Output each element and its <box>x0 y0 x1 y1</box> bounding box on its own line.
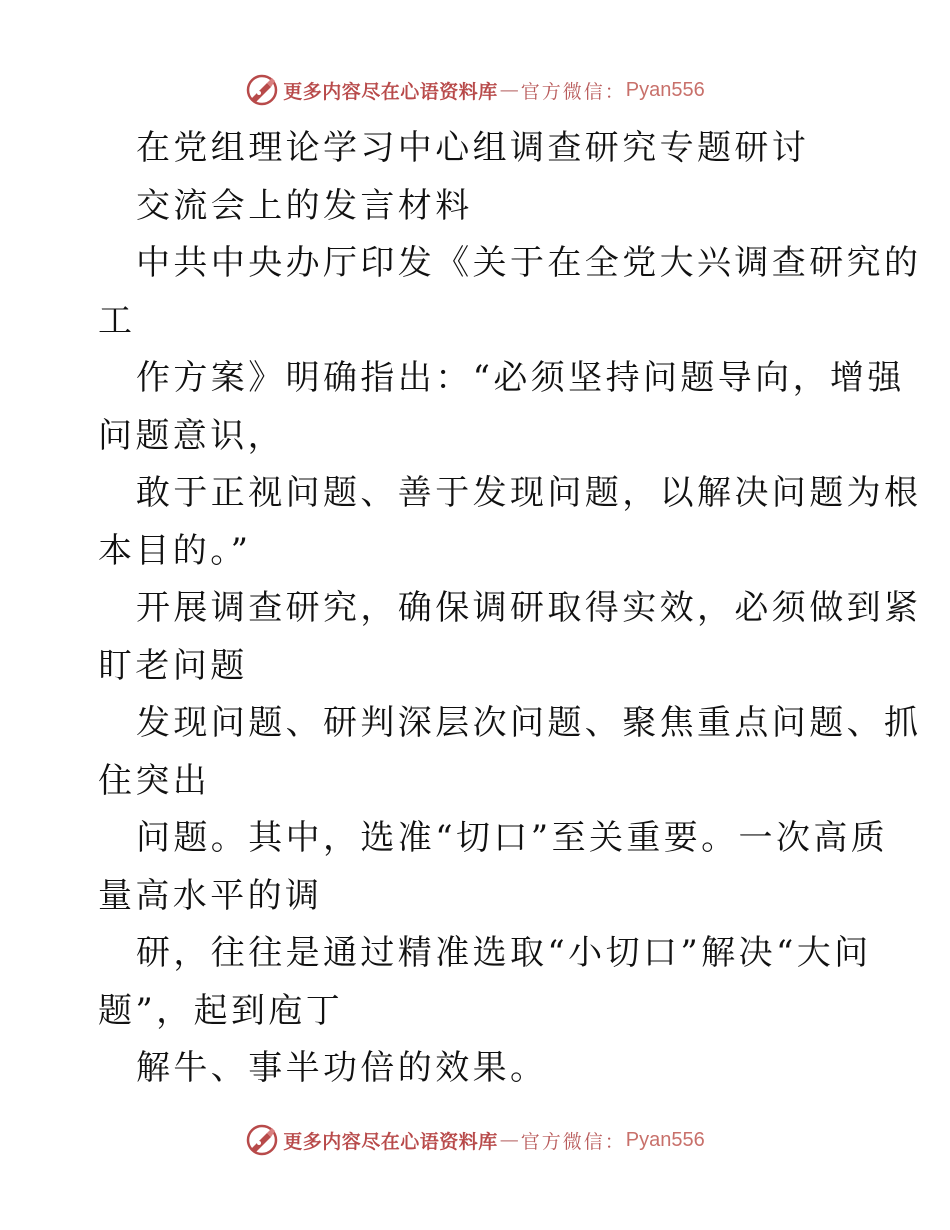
paragraph-line: 开展调查研究，确保调研取得实效，必须做到紧 <box>136 588 922 628</box>
paragraph-line: 解牛、事半功倍的效果。 <box>136 1048 548 1088</box>
paragraph-line: 敢于正视问题、善于发现问题，以解决问题为根 <box>136 473 922 513</box>
document-body <box>98 120 922 1098</box>
paragraph-line: 本目的。” <box>98 530 252 571</box>
paragraph-line: 盯老问题 <box>98 645 248 686</box>
banner-brand-text: 更多内容尽在心语资料库 <box>283 1130 498 1153</box>
paragraph-line: 问题。其中，选准“切口”至关重要。一次高质 <box>136 818 889 858</box>
banner-separator: — <box>499 1129 519 1151</box>
paragraph-line: 研，往往是通过精准选取“小切口”解决“大问 <box>136 933 872 973</box>
paragraph-line: 题”，起到庖丁 <box>98 990 344 1031</box>
paragraph-line: 住突出 <box>98 760 211 801</box>
paragraph-line: 中共中央办厅印发《关于在全党大兴调查研究的 <box>136 243 922 283</box>
banner-wechat-id: Pyan556 <box>625 1128 705 1151</box>
banner-wechat-label: 官方微信： <box>520 1130 626 1153</box>
pen-nib-logo-icon <box>245 73 279 107</box>
title-line-1: 在党组理论学习中心组调查研究专题研讨 <box>136 128 810 168</box>
paragraph-line: 量高水平的调 <box>98 875 323 916</box>
banner-brand-text: 更多内容尽在心语资料库 <box>283 80 498 103</box>
pen-nib-logo-icon <box>245 1123 279 1157</box>
banner-separator: — <box>499 79 519 101</box>
paragraph-line: 工 <box>98 300 136 341</box>
banner-wechat-label: 官方微信： <box>520 80 626 103</box>
paragraph-line: 作方案》明确指出：“必须坚持问题导向，增强 <box>136 358 905 398</box>
paragraph-line: 问题意识， <box>98 415 285 456</box>
banner-wechat-id: Pyan556 <box>625 78 705 101</box>
title-line-2: 交流会上的发言材料 <box>136 185 473 226</box>
header-watermark-banner <box>0 70 950 110</box>
paragraph-line: 发现问题、研判深层次问题、聚焦重点问题、抓 <box>136 703 922 743</box>
footer-watermark-banner <box>0 1120 950 1160</box>
